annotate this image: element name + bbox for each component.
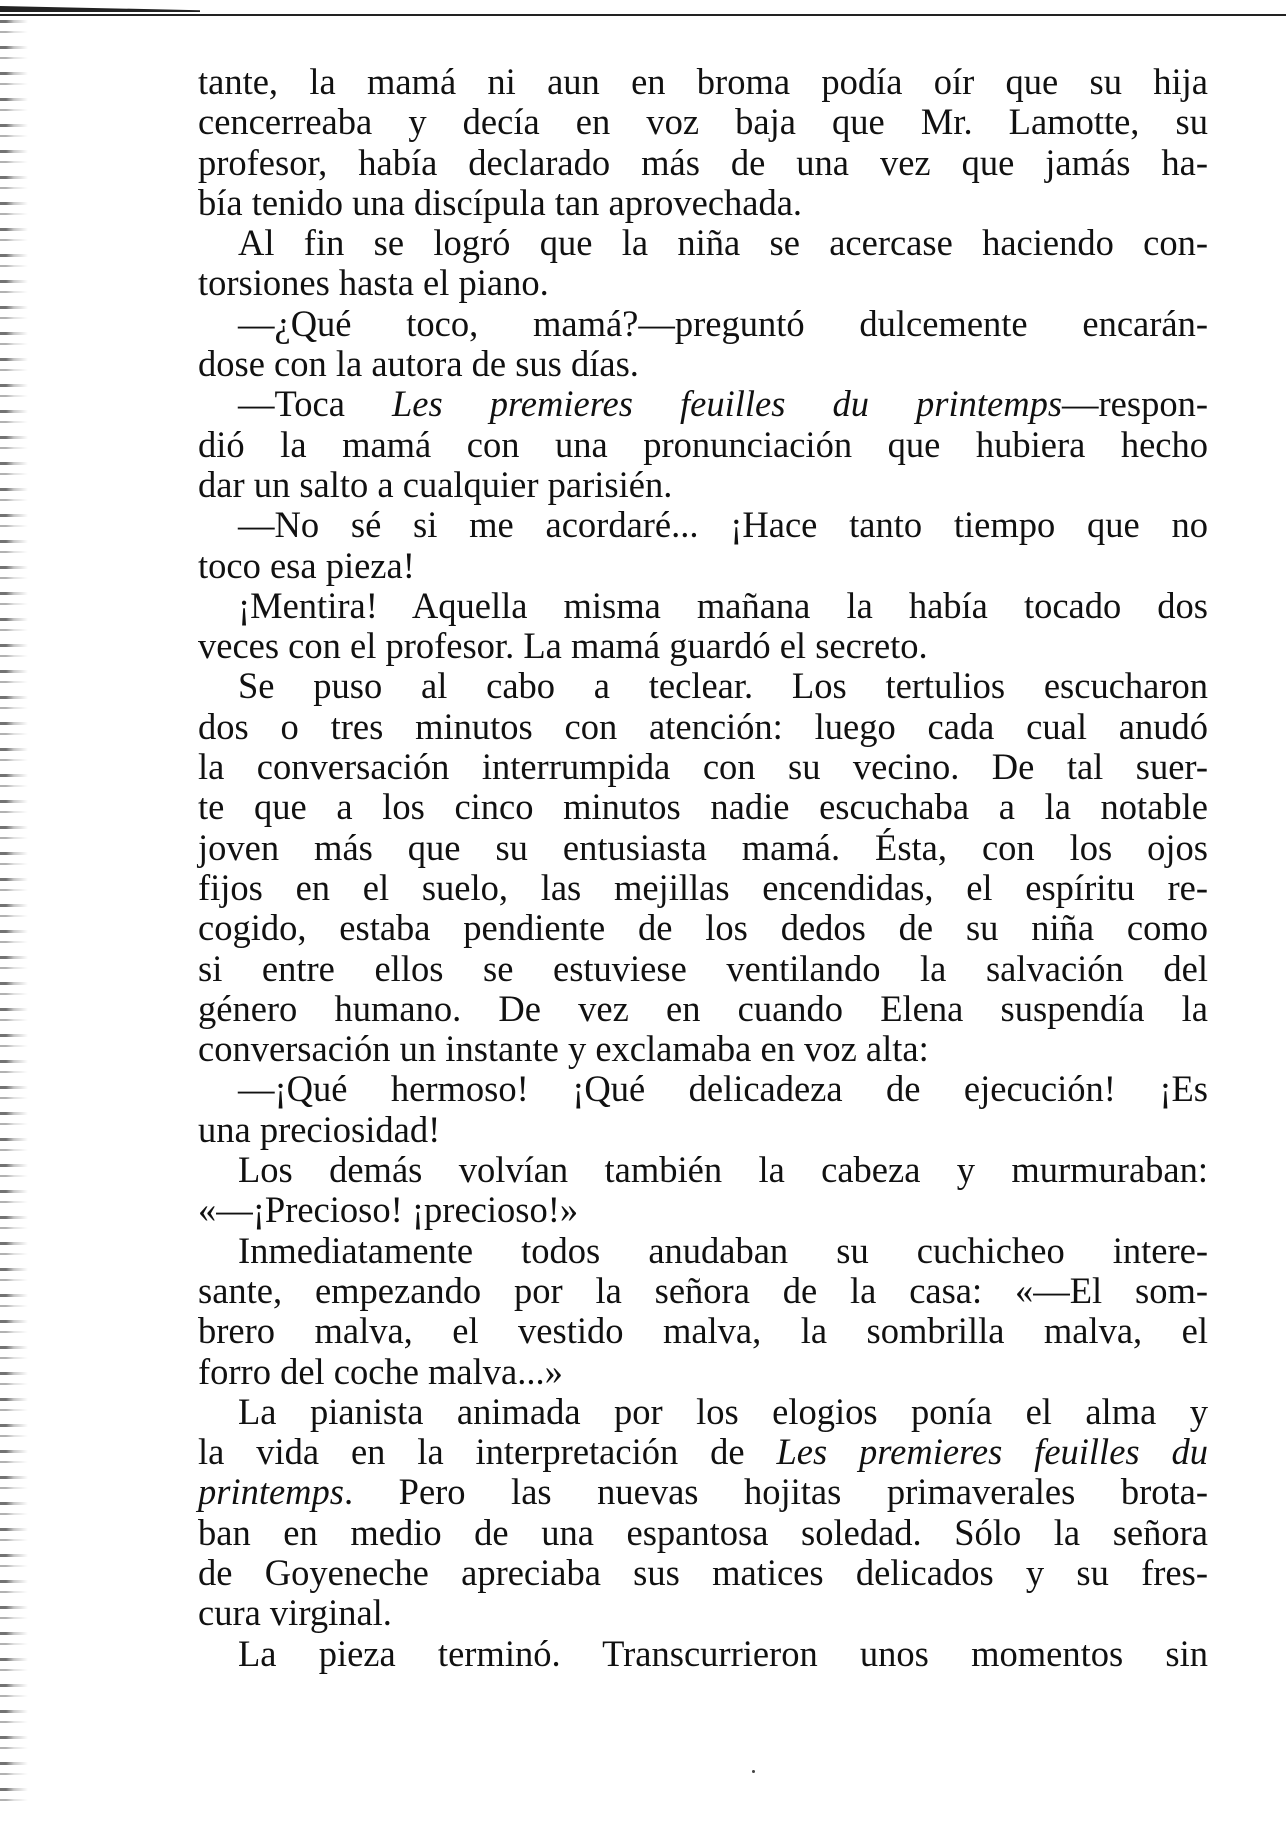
text-line: —¡Qué hermoso! ¡Qué delicadeza de ejecución! ¡Es — [238, 1068, 1208, 1110]
text-line: dar un salto a cualquier parisién. — [198, 463, 673, 505]
text-line: La pianista animada por los elogios ponía el alma y — [238, 1390, 1208, 1432]
text-line: sante, empezando por la señora de la casa: «—El som- — [198, 1269, 1208, 1311]
text-line: de Goyeneche apreciaba sus matices delicados y su fres- — [198, 1551, 1208, 1593]
text-line — [198, 1432, 1208, 1472]
text-line: ¡Mentira! Aquella misma mañana la había tocado dos — [238, 584, 1208, 626]
text-line: cogido, estaba pendiente de los dedos de su niña como — [198, 907, 1208, 949]
text-line: la conversación interrumpida con su vecino. De tal suer- — [198, 746, 1208, 788]
text-line: ban en medio de una espantosa soledad. Sólo la señora — [198, 1511, 1208, 1553]
text-line: tante, la mamá ni aun en broma podía oír que su hija — [198, 61, 1208, 102]
text-line: forro del coche malva...» — [198, 1350, 563, 1392]
text-line: fijos en el suelo, las mejillas encendidas, el espíritu re- — [198, 866, 1208, 908]
text-line: cencerreaba y decía en voz baja que Mr. Lamotte, su — [198, 101, 1208, 143]
text-line: dose con la autora de sus días. — [198, 343, 639, 385]
text-line: joven más que su entusiasta mamá. Ésta, con los ojos — [198, 826, 1208, 868]
text-run: . Pero las nuevas hojitas primaverales brota- — [344, 1471, 1208, 1513]
text-run: —Toca — [238, 383, 392, 425]
italic-title-run: printemps — [198, 1471, 344, 1513]
text-line: conversación un instante y exclamaba en voz alta: — [198, 1028, 929, 1070]
text-line: veces con el profesor. La mamá guardó el secreto. — [198, 625, 928, 667]
top-rule-accent — [0, 6, 200, 12]
text-line: cura virginal. — [198, 1592, 392, 1634]
text-line: Al fin se logró que la niña se acercase haciendo con- — [238, 222, 1208, 264]
text-line: si entre ellos se estuviese ventilando la salvación del — [198, 947, 1208, 989]
text-line: —¿Qué toco, mamá?—preguntó dulcemente encarán- — [238, 302, 1208, 344]
text-run: la vida en la interpretación de — [198, 1431, 777, 1473]
top-rule — [0, 14, 1286, 16]
text-line: Los demás volvían también la cabeza y murmuraban: — [238, 1149, 1208, 1191]
text-run: —respon- — [1062, 383, 1208, 425]
text-line: torsiones hasta el piano. — [198, 262, 549, 304]
text-line: te que a los cinco minutos nadie escuchaba a la notable — [198, 786, 1208, 828]
text-line: dió la mamá con una pronunciación que hubiera hecho — [198, 423, 1208, 465]
page-body-text — [198, 62, 1208, 1674]
text-line: —No sé si me acordaré... ¡Hace tanto tiempo que no — [238, 504, 1208, 546]
text-line: brero malva, el vestido malva, la sombrilla malva, el — [198, 1310, 1208, 1352]
italic-title-run: Les premieres feuilles du — [776, 1431, 1208, 1473]
italic-title-run: Les premieres feuilles du printemps — [391, 383, 1063, 425]
text-line: bía tenido una discípula tan aprovechada. — [198, 181, 803, 223]
text-line: toco esa pieza! — [198, 544, 415, 586]
text-line: «—¡Precioso! ¡precioso!» — [198, 1189, 579, 1231]
text-line: Se puso al cabo a teclear. Los tertulios escucharon — [238, 665, 1208, 707]
text-line: una preciosidad! — [198, 1108, 441, 1150]
text-line: Inmediatamente todos anudaban su cuchicheo intere- — [238, 1229, 1208, 1271]
text-line — [198, 384, 1208, 424]
print-speck — [752, 1770, 755, 1773]
text-line: La pieza terminó. Transcurrieron unos momentos sin — [238, 1632, 1208, 1674]
text-line: dos o tres minutos con atención: luego cada cual anudó — [198, 705, 1208, 747]
text-line: profesor, había declarado más de una vez que jamás ha- — [198, 141, 1208, 183]
text-line — [198, 1472, 1208, 1512]
binding-gutter-shadow — [0, 20, 28, 1810]
text-line: género humano. De vez en cuando Elena suspendía la — [198, 987, 1208, 1029]
